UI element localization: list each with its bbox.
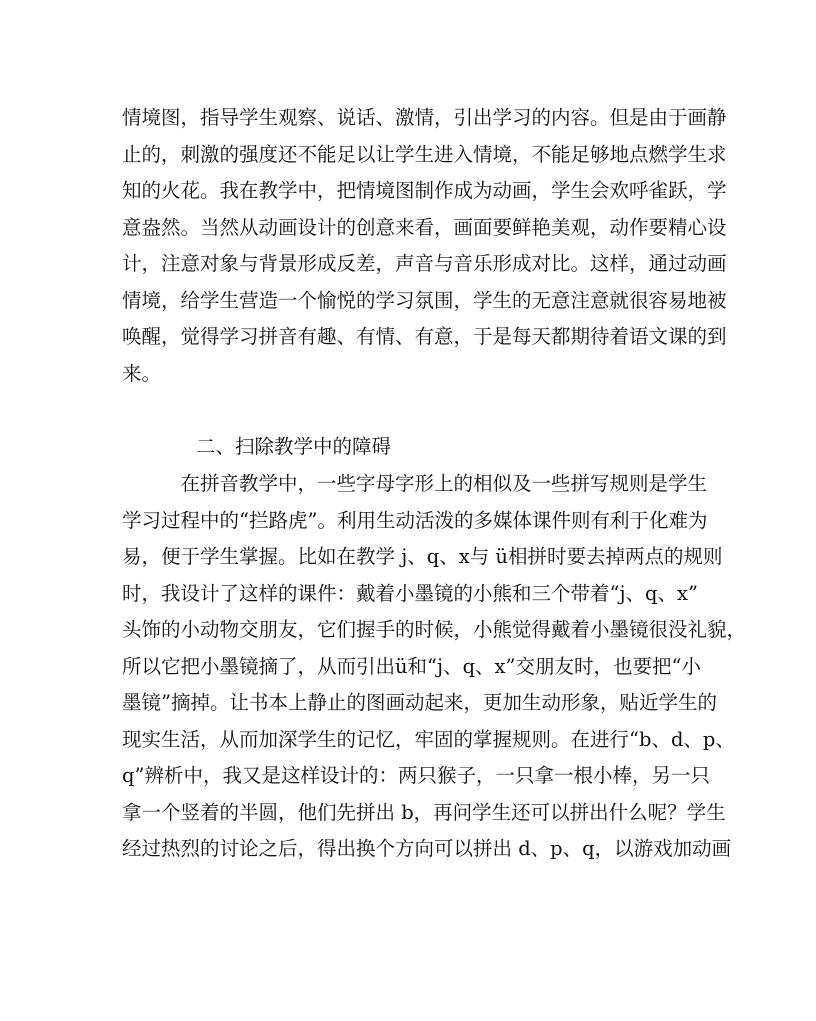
paragraph-remove-obstacles bbox=[122, 466, 747, 868]
text-line: 经过热烈的讨论之后，得出换个方向可以拼出 d、p、q，以游戏加动画 bbox=[122, 837, 732, 860]
text-line: 知的火花。我在教学中，把情境图制作成为动画，学生会欢呼雀跃，学 bbox=[122, 179, 727, 202]
text-line: 在拼音教学中，一些字母字形上的相似及一些拼写规则是学生 bbox=[122, 472, 708, 495]
text-line: 情境图，指导学生观察、说话、激情，引出学习的内容。但是由于画静 bbox=[122, 106, 727, 129]
text-line: 计，注意对象与背景形成反差，声音与音乐形成对比。这样，通过动画 bbox=[122, 252, 727, 275]
text-line: 头饰的小动物交朋友，它们握手的时候，小熊觉得戴着小墨镜很没礼貌， bbox=[122, 618, 747, 641]
section-heading: 二、扫除教学中的障碍 bbox=[196, 435, 392, 458]
text-line: 学习过程中的“拦路虎”。利用生动活泼的多媒体课件则有利于化难为 bbox=[122, 508, 708, 532]
text-line: 现实生活，从而加深学生的记忆，牢固的掌握规则。在进行“b、d、p、 bbox=[122, 727, 735, 751]
text-line: 所以它把小墨镜摘了，从而引出ü和“j、q、x”交朋友时，也要把“小 bbox=[122, 654, 701, 678]
paragraph-situational-animation bbox=[122, 100, 727, 392]
text-line: 意盎然。当然从动画设计的创意来看，画面要鲜艳美观，动作要精心设 bbox=[122, 215, 727, 239]
text-line: 唤醒，觉得学习拼音有趣、有情、有意，于是每天都期待着语文课的到 bbox=[122, 325, 727, 348]
text-line: 易，便于学生掌握。比如在教学 j、q、x与 ü相拼时要去掉两点的规则 bbox=[122, 545, 723, 568]
text-line: 来。 bbox=[122, 361, 162, 385]
text-line: q”辨析中，我又是这样设计的：两只猴子，一只拿一根小棒，另一只 bbox=[122, 764, 710, 787]
text-line: 情境，给学生营造一个愉悦的学习氛围，学生的无意注意就很容易地被 bbox=[122, 288, 727, 312]
text-line: 拿一个竖着的半圆，他们先拼出 b，再问学生还可以拼出什么呢？学生 bbox=[122, 800, 726, 824]
text-line: 墨镜”摘掉。让书本上静止的图画动起来，更加生动形象，贴近学生的 bbox=[122, 691, 717, 714]
text-line: 时，我设计了这样的课件：戴着小墨镜的小熊和三个带着“j、q、x” bbox=[122, 581, 698, 605]
text-line: 止的，刺激的强度还不能足以让学生进入情境，不能足够地点燃学生求 bbox=[122, 142, 727, 166]
